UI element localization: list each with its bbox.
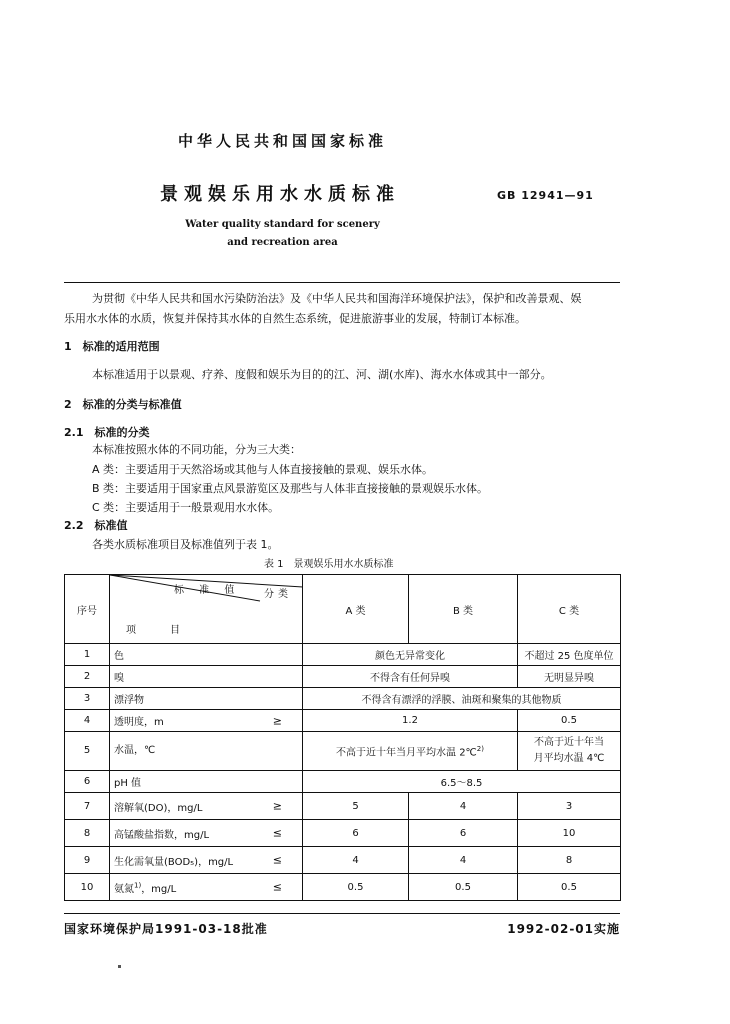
row-value-ab: 不高于近十年当月平均水温 2℃ [336,747,477,759]
table-row [65,732,621,771]
row-item-cell [110,874,303,901]
intro-line-2: 乐用水水体的水质，恢复并保持其水体的自然生态系统，促进旅游事业的发展，特制订本标准。 [64,312,526,325]
section-2-heading: 2 标准的分类与标准值 [64,398,182,411]
table-row [65,644,621,666]
row-value-a: 6 [303,820,409,847]
row-no: 5 [65,732,110,771]
row-item: pH 值 [110,771,303,793]
header-corner-cell [110,575,303,644]
comparison-symbol: ≥ [272,799,282,813]
table-caption: 表 1 景观娱乐用水水质标准 [264,559,394,570]
section-2-2-heading: 2.2 标准值 [64,519,128,532]
comparison-symbol: ≥ [272,714,282,727]
row-no: 8 [65,820,110,847]
intro-line-1: 为贯彻《中华人民共和国水污染防治法》及《中华人民共和国海洋环境保护法》，保护和改善景观、娱 [92,292,582,305]
english-title-line-2: and recreation area [227,237,338,248]
row-item-cell [110,820,303,847]
row-value-c: 10 [518,820,621,847]
section-2-1-line: A 类：主要适用于天然浴场或其他与人体直接接触的景观、娱乐水体。 [92,463,434,476]
section-1-body: 本标准适用于以景观、疗养、度假和娱乐为目的的江、河、湖(水库)、海水水体或其中一部分。 [92,368,552,381]
row-value-ab: 不得含有任何异嗅 [303,666,518,688]
row-no: 6 [65,771,110,793]
header-category: 分类 [264,589,292,600]
header-class-c: C 类 [518,575,621,644]
row-item: 水温，℃ [110,732,303,771]
row-value-b: 6 [409,820,518,847]
header-item: 项 目 [126,625,192,636]
row-no: 3 [65,688,110,710]
row-item: 氨氮 [114,883,134,895]
row-value-ab-cell [303,732,518,771]
row-item: 嗅 [110,666,303,688]
row-no: 10 [65,874,110,901]
table-row [65,666,621,688]
row-value-c-cell [518,732,621,771]
header-class-a: A 类 [303,575,409,644]
section-2-1-line: B 类：主要适用于国家重点风景游览区及那些与人体非直接接触的景观娱乐水体。 [92,482,489,495]
approval-statement: 国家环境保护局1991-03-18批准 [64,922,268,936]
row-no: 9 [65,847,110,874]
row-value-c: 3 [518,793,621,820]
table-row [65,771,621,793]
row-value-c: 0.5 [518,874,621,901]
row-item-unit: ，mg/L [141,883,177,895]
row-no: 7 [65,793,110,820]
water-quality-table [64,574,621,901]
table-row [65,847,621,874]
row-value-c-line-2: 月平均水温 4℃ [533,753,605,764]
table-row [65,874,621,901]
row-item-cell [110,710,303,732]
header-rule [64,282,620,283]
row-value-c: 0.5 [518,710,621,732]
standard-number: GB 12941—91 [497,189,594,202]
header-class-b: B 类 [409,575,518,644]
row-item: 溶解氧(DO)，mg/L [114,802,203,814]
row-value-b: 4 [409,847,518,874]
row-no: 1 [65,644,110,666]
table-row [65,710,621,732]
section-2-1-heading: 2.1 标准的分类 [64,426,150,439]
row-value-c: 无明显异嗅 [518,666,621,688]
issuing-organization: 中华人民共和国国家标准 [177,132,387,150]
footer-rule [64,913,620,914]
table-row [65,793,621,820]
row-item-cell [110,847,303,874]
row-value-b: 0.5 [409,874,518,901]
row-item: 色 [110,644,303,666]
row-value-ab: 1.2 [303,710,518,732]
table-header-row [65,575,621,644]
english-title-line-1: Water quality standard for scenery [185,219,380,230]
row-no: 4 [65,710,110,732]
scan-speck [118,965,121,968]
table-row [65,820,621,847]
row-value-c: 8 [518,847,621,874]
comparison-symbol: ≤ [272,880,282,894]
effective-date: 1992-02-01实施 [507,922,620,936]
row-item: 生化需氧量(BOD₅)，mg/L [114,856,234,868]
section-2-1-line: C 类：主要适用于一般景观用水水体。 [92,501,280,514]
footnote-mark: 1) [134,881,142,890]
row-value-c-line-1: 不高于近十年当 [534,737,604,748]
section-2-1-line: 本标准按照水体的不同功能，分为三大类： [92,443,301,456]
row-item: 漂浮物 [110,688,303,710]
row-value-c: 不超过 25 色度单位 [518,644,621,666]
row-value-a: 4 [303,847,409,874]
comparison-symbol: ≤ [272,853,282,867]
section-1-heading: 1 标准的适用范围 [64,340,160,353]
row-no: 2 [65,666,110,688]
row-value-abc: 不得含有漂浮的浮膜、油斑和聚集的其他物质 [303,688,621,710]
row-item-cell [110,793,303,820]
table-row [65,688,621,710]
row-item: 高锰酸盐指数，mg/L [114,829,210,841]
header-seq: 序号 [65,575,110,644]
section-2-2-body: 各类水质标准项目及标准值列于表 1。 [92,538,279,551]
row-value-b: 4 [409,793,518,820]
row-value-a: 0.5 [303,874,409,901]
row-item: 透明度，m [114,717,164,728]
header-standard-value: 标 准 值 [174,585,241,596]
row-value-ab: 颜色无异常变化 [303,644,518,666]
comparison-symbol: ≤ [272,826,282,840]
standard-title: 景观娱乐用水水质标准 [160,184,400,205]
row-value-abc: 6.5～8.5 [303,771,621,793]
footnote-mark: 2) [476,744,484,753]
row-value-a: 5 [303,793,409,820]
